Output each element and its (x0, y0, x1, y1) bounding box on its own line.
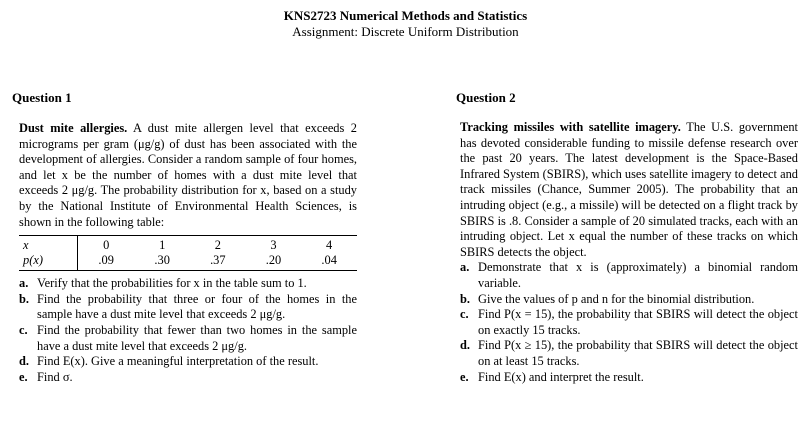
item-marker: e. (460, 369, 469, 384)
item-text: Give the values of p and n for the binomial distribution. (478, 291, 755, 306)
list-item (460, 260, 798, 291)
item-text: Verify that the probabilities for x in the table sum to 1. (37, 276, 307, 291)
table-cell: .04 (301, 253, 357, 271)
course-title: KNS2723 Numerical Methods and Statistics (283, 8, 528, 23)
list-item (19, 323, 357, 354)
list-item (19, 370, 357, 386)
question-1-paragraph (19, 121, 357, 230)
table-row-px (19, 253, 357, 271)
table-cell: 3 (246, 236, 302, 254)
row-label-x: x (19, 236, 78, 254)
question-2-content (460, 120, 798, 385)
question-2-items (460, 260, 798, 385)
probability-table (19, 235, 357, 271)
row-label-px: p(x) (19, 253, 78, 271)
item-text: Find the probability that fewer than two homes in the sample have a dust mite level that exceeds 2 μg/g. (37, 322, 357, 353)
table-cell: .37 (190, 253, 246, 271)
item-marker: e. (19, 369, 28, 384)
question-1-items (19, 276, 357, 385)
table-row-x (19, 236, 357, 254)
item-marker: b. (19, 291, 29, 306)
question-1-heading: Question 1 (12, 90, 72, 105)
list-item (460, 370, 798, 386)
question-2-title: Tracking missiles with satellite imagery. (460, 120, 681, 134)
item-marker: d. (460, 338, 470, 353)
item-marker: b. (460, 291, 470, 306)
table-cell: .20 (246, 253, 302, 271)
item-marker: d. (19, 354, 29, 369)
question-2-body: The U.S. government has devoted considerable funding to missile defense research over the past 20 years. The latest development is the Space-Based Infrared System (SBIRS), which uses satellite imagery to detect and track missiles (Chance, Summer 2005). The probability that an intruding object (e.g., a missile) will be detected on a flight track by SBIRS is .8. Consider a sample of 20 simulated tracks, each with an intruding object. Let x equal the number of these tracks on which SBIRS detects the object. (460, 120, 798, 259)
table-cell: .30 (134, 253, 190, 271)
list-item (19, 276, 357, 292)
table-cell: 4 (301, 236, 357, 254)
item-marker: c. (460, 307, 469, 322)
list-item (19, 292, 357, 323)
item-text: Demonstrate that x is (approximately) a binomial random variable. (478, 260, 798, 290)
question-1-content (19, 121, 357, 385)
question-2-paragraph (460, 120, 798, 260)
list-item (19, 354, 357, 370)
table-cell: 2 (190, 236, 246, 254)
list-item (460, 307, 798, 338)
assignment-title: Assignment: Discrete Uniform Distribution (292, 24, 519, 39)
question-1-title: Dust mite allergies. (19, 121, 128, 135)
item-text: Find P(x ≥ 15), the probability that SBIRS will detect the object on at least 15 tracks. (478, 338, 798, 368)
table-cell: 0 (78, 236, 135, 254)
question-2-heading: Question 2 (456, 90, 516, 105)
item-text: Find E(x) and interpret the result. (478, 369, 644, 384)
item-text: Find E(x). Give a meaningful interpretation of the result. (37, 354, 319, 369)
table-cell: 1 (134, 236, 190, 254)
list-item (460, 338, 798, 369)
table-cell: .09 (78, 253, 135, 271)
item-marker: c. (19, 322, 28, 337)
page-header (0, 8, 811, 40)
item-marker: a. (19, 276, 29, 291)
question-1-body: A dust mite allergen level that exceeds 2 micrograms per gram (μg/g) of dust has been associated with the development of allergies. Consider a random sample of four homes, and let x be the number of homes with a dust mite level that exceeds 2 μg/g. The probability distribution for x, based on a study by the National Institute of Environmental Health Sciences, is shown in the following table: (19, 121, 357, 229)
item-text: Find σ. (37, 369, 73, 384)
list-item (460, 292, 798, 308)
item-text: Find P(x = 15), the probability that SBIRS will detect the object on exactly 15 tracks. (478, 307, 798, 337)
item-text: Find the probability that three or four of the homes in the sample have a dust mite level that exceeds 2 μg/g. (37, 291, 357, 322)
item-marker: a. (460, 260, 470, 275)
